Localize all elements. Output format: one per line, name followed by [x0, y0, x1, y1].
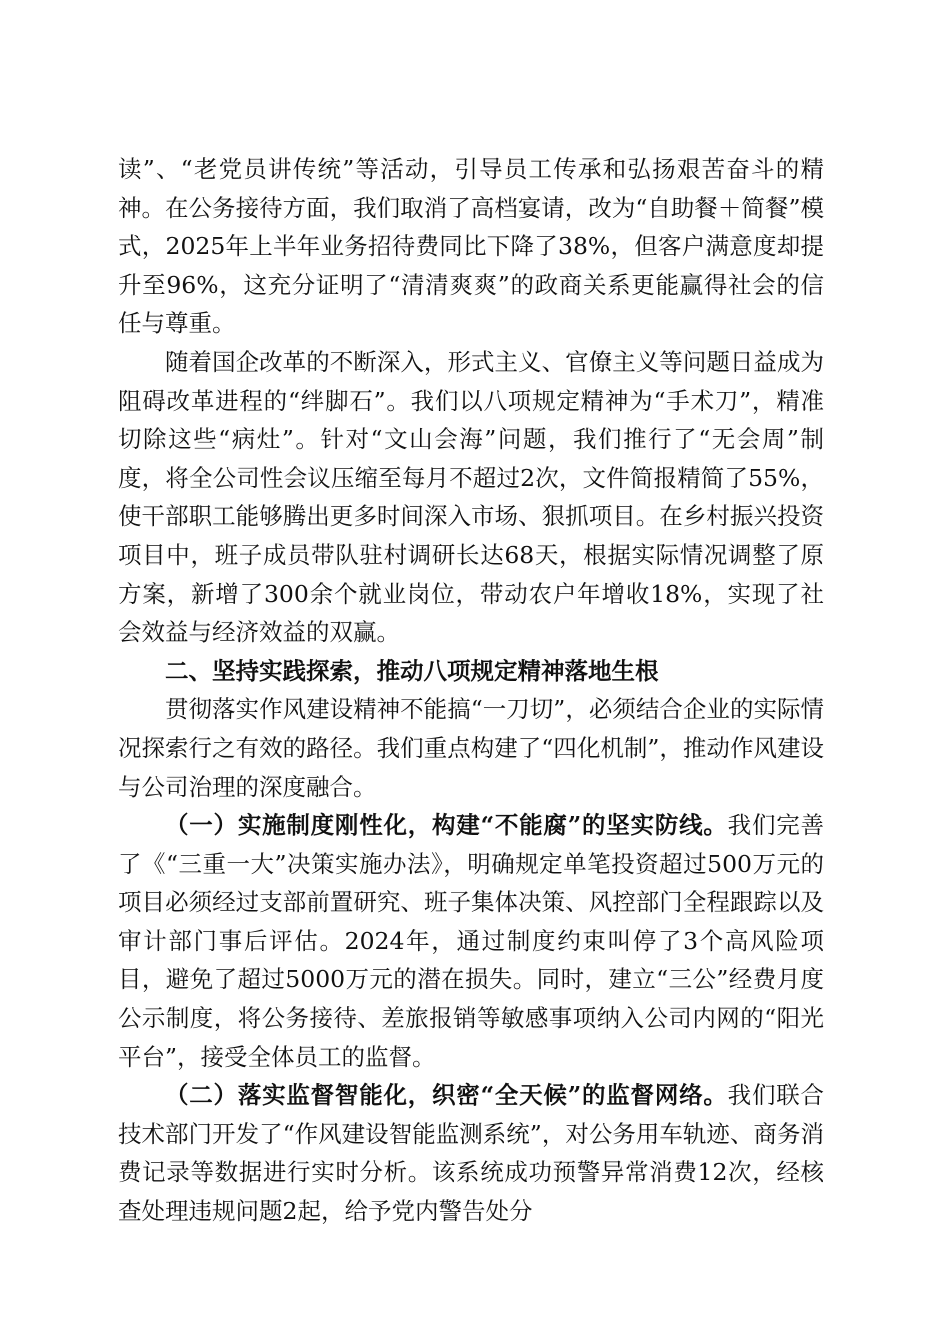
paragraph-supervision-body: 我们联合技术部门开发了“作风建设智能监测系统”，对公务用车轨迹、商务消费记录等数据进行实时分析。该系统成功预警异常消费12次，经核查处理违规问题2起，给予党内警告处分 [118, 1081, 825, 1226]
paragraph-institution [118, 806, 824, 1076]
section-heading: 二、坚持实践探索，推动八项规定精神落地生根 [165, 656, 659, 685]
subheading-supervision: （二）落实监督智能化，织密“全天候”的监督网络。 [165, 1081, 728, 1110]
paragraph-institution-body: 我们完善了《“三重一大”决策实施办法》，明确规定单笔投资超过500万元的项目必须经过支部前置研究、班子集体决策、风控部门全程跟踪以及审计部门事后评估。2024年，通过制度约束叫停了3个高风险项目，避免了超过5000万元的潜在损失。同时，建立“三公”经费月度公示制度，将公务接待、差旅报销等敏感事项纳入公司内网的“阳光平台”，接受全体员工的监督。 [118, 811, 825, 1071]
document-page [118, 150, 824, 1231]
paragraph-supervision [118, 1076, 824, 1230]
paragraph-reform: 随着国企改革的不断深入，形式主义、官僚主义等问题日益成为阻碍改革进程的“绊脚石”。我们以八项规定精神为“手术刀”，精准切除这些“病灶”。针对“文山会海”问题，我们推行了“无会周”制度，将全公司性会议压缩至每月不超过2次，文件简报精简了55%，使干部职工能够腾出更多时间深入市场、狠抓项目。在乡村振兴投资项目中，班子成员带队驻村调研长达68天，根据实际情况调整了原方案，新增了300余个就业岗位，带动农户年增收18%，实现了社会效益与经济效益的双赢。 [118, 347, 824, 647]
paragraph-four-mechanisms: 贯彻落实作风建设精神不能搞“一刀切”，必须结合企业的实际情况探索行之有效的路径。我们重点构建了“四化机制”，推动作风建设与公司治理的深度融合。 [118, 695, 824, 801]
paragraph-continuation: 读”、“老党员讲传统”等活动，引导员工传承和弘扬艰苦奋斗的精神。在公务接待方面，我们取消了高档宴请，改为“自助餐＋简餐”模式，2025年上半年业务招待费同比下降了38%，但客户满意度却提升至96%，这充分证明了“清清爽爽”的政商关系更能赢得社会的信任与尊重。 [118, 155, 824, 338]
subheading-institution: （一）实施制度刚性化，构建“不能腐”的坚实防线。 [165, 811, 728, 840]
